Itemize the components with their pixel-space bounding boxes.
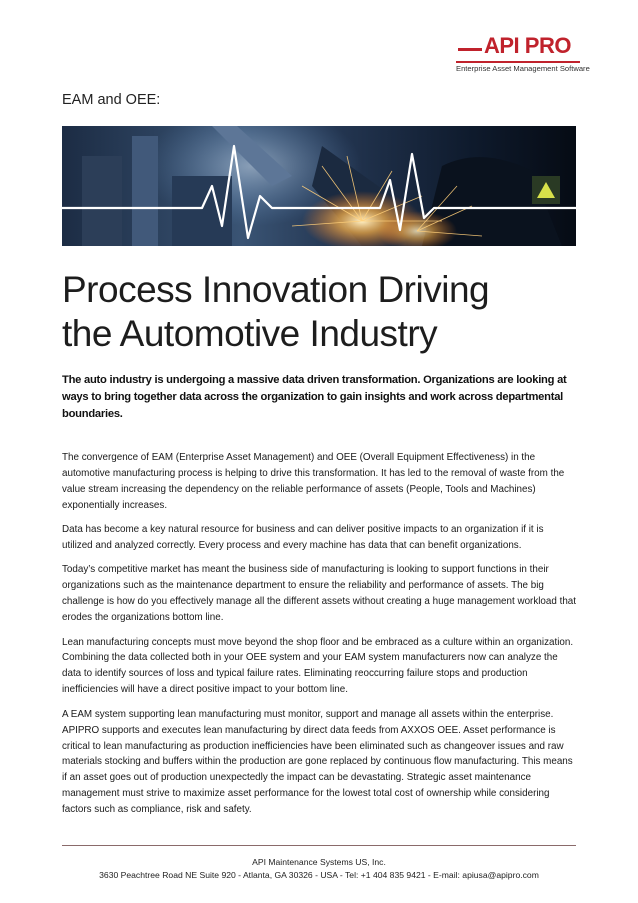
body-text xyxy=(62,450,576,827)
logo-tagline: Enterprise Asset Management Software xyxy=(456,63,590,73)
banner-image xyxy=(62,126,576,246)
body-paragraph-3: Today’s competitive market has meant the business side of manufacturing is looking to support functions in their organizations such as the maintenance department to ensure the reliability and performance of assets. The big challenge is how do you effectively manage all the different assets without creating a huge management workload that erodes the organizations bottom line. xyxy=(62,564,577,624)
logo-name: API PRO xyxy=(484,33,571,58)
logo-mark xyxy=(456,33,580,60)
logo-rule xyxy=(456,61,580,63)
body-paragraph-2: Data has become a key natural resource for business and can deliver positive impacts to an organization if it is utilized and analyzed correctly. Every process and every machine has data that can benefit organizations. xyxy=(62,524,544,552)
footer-divider xyxy=(62,845,576,846)
logo-accent-line xyxy=(458,48,482,51)
footer-company: API Maintenance Systems US, Inc. xyxy=(252,857,386,867)
footer-address: 3630 Peachtree Road NE Suite 920 - Atlanta, GA 30326 - USA - Tel: +1 404 835 9421 - E-mail: apiusa@apipro.com xyxy=(99,870,539,880)
page-footer xyxy=(62,856,576,882)
page-title-line-1: Process Innovation Driving xyxy=(62,269,490,310)
page-title xyxy=(62,268,582,356)
lead-paragraph: The auto industry is undergoing a massive data driven transformation. Organizations are looking at ways to bring together data across the organization to gain insights and work across departmental boundaries. xyxy=(62,374,567,420)
page-title-line-2: the Automotive Industry xyxy=(62,313,438,354)
company-logo xyxy=(456,33,590,73)
body-paragraph-1: The convergence of EAM (Enterprise Asset Management) and OEE (Overall Equipment Effectiveness) in the automotive manufacturing process is helping to drive this transformation. It has led to the removal of waste from the value stream increasing the dependency on the reliable performance of assets (People, Tools and Machines) exponentially increases. xyxy=(62,452,565,511)
automotive-welding-image xyxy=(62,126,576,246)
document-label: EAM and OEE: xyxy=(62,92,161,108)
body-paragraph-5: A EAM system supporting lean manufacturing must monitor, support and manage all assets within the enterprise. APIPRO supports and executes lean manufacturing by direct data feeds from AXXOS OEE. Asset performance is critical to lean manufacturing as production inefficiencies have been eliminated such as changeover issues and raw materials stocking and buffers within the production are gone replaced by continuous flow manufacturing. This means if an asset goes out of production unexpectedly the impact can be devastating. Strategic asset maintenance management must strive to maximize asset performance for the lowest total cost of ownership while considering factors such as compliance, risk and safety. xyxy=(62,708,573,816)
body-paragraph-4: Lean manufacturing concepts must move beyond the shop floor and be embraced as a culture within an organization. Combining the data collected both in your OEE system and your EAM system manufacturers now can analyze the data to identify sources of loss and typical failure rates. Eliminating reoccurring failure stops and production inefficiencies will have a direct positive impact to your bottom line. xyxy=(62,636,574,696)
